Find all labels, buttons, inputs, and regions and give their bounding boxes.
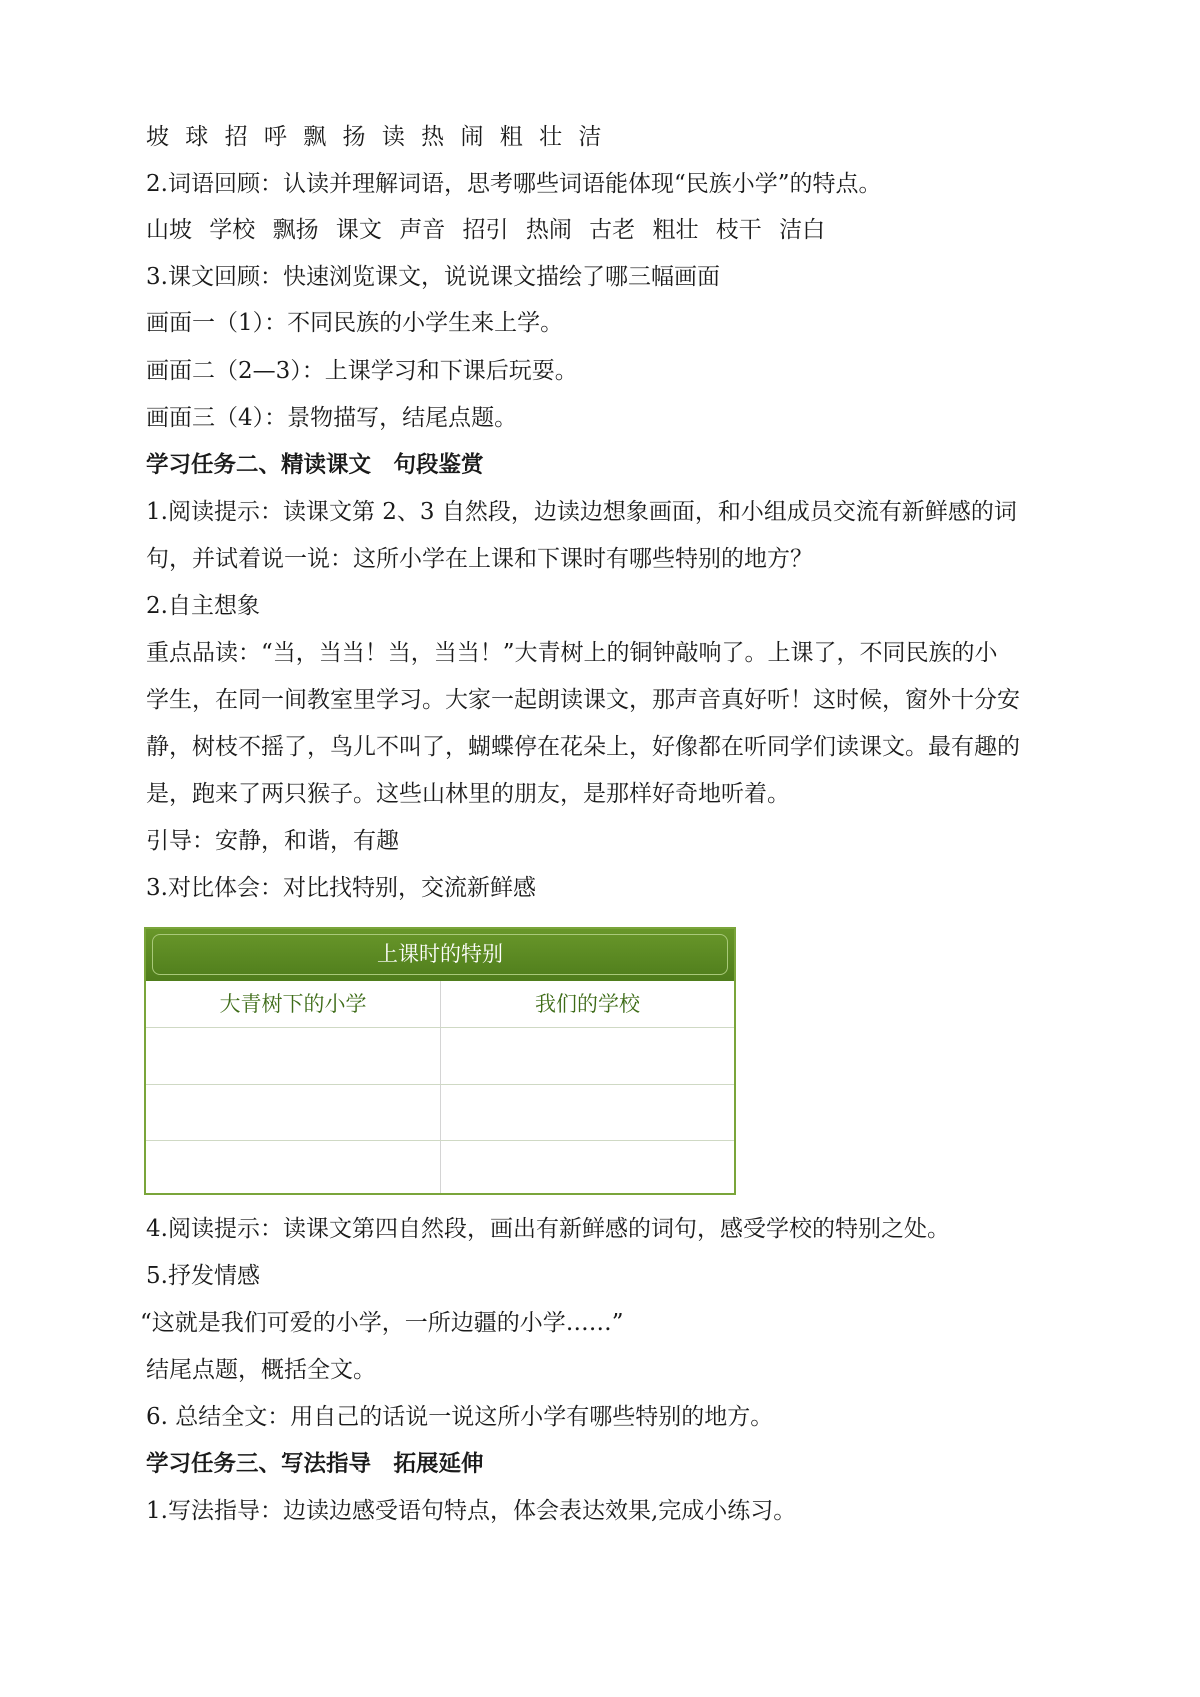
table-column-header-our-school: 我们的学校 xyxy=(535,992,640,1016)
reading-tip-line-1: 1.阅读提示：读课文第 2、3 自然段，边读边想象画面，和小组成员交流有新鲜感的词 xyxy=(146,499,1017,525)
table-cell-empty xyxy=(146,1028,440,1084)
vocab-characters-line: 坡 球 招 呼 飘 扬 读 热 闹 粗 壮 洁 xyxy=(146,124,602,150)
summarize-prompt: 6. 总结全文：用自己的话说一说这所小学有哪些特别的地方。 xyxy=(146,1404,774,1430)
table-cell-empty xyxy=(146,1085,440,1141)
self-imagine-heading: 2.自主想象 xyxy=(146,593,260,619)
text-review-prompt: 3.课文回顾：快速浏览课文，说说课文描绘了哪三幅画面 xyxy=(146,264,720,290)
scene-two-line: 画面二（2—3）：上课学习和下课后玩耍。 xyxy=(146,358,578,384)
table-title: 上课时的特别 xyxy=(152,934,728,975)
key-reading-line-2: 学生，在同一间教室里学习。大家一起朗读课文，那声音真好听！这时候，窗外十分安 xyxy=(146,687,1020,713)
table-column-header-tree-school: 大青树下的小学 xyxy=(219,992,367,1016)
closing-quote-line: “这就是我们可爱的小学，一所边疆的小学……” xyxy=(140,1310,624,1336)
task-two-heading: 学习任务二、精读课文 句段鉴赏 xyxy=(146,452,484,478)
reading-tip-line-2: 句，并试着说一说：这所小学在上课和下课时有哪些特别的地方？ xyxy=(146,546,813,572)
writing-guidance-line: 1.写法指导：边读边感受语句特点，体会表达效果,完成小练习。 xyxy=(146,1498,797,1524)
table-header-bar xyxy=(146,929,734,981)
key-reading-line-1: 重点品读：“当，当当！当，当当！”大青树上的铜钟敲响了。上课了，不同民族的小 xyxy=(146,640,998,666)
table-cell-empty xyxy=(441,1141,734,1197)
table-cell-empty xyxy=(441,1028,734,1084)
guidance-line: 引导：安静，和谐，有趣 xyxy=(146,828,399,854)
table-cell-empty xyxy=(441,1085,734,1141)
word-review-prompt: 2.词语回顾：认读并理解词语，思考哪些词语能体现“民族小学”的特点。 xyxy=(146,171,882,197)
scene-three-line: 画面三（4）：景物描写，结尾点题。 xyxy=(146,405,518,431)
task-three-heading: 学习任务三、写法指导 拓展延伸 xyxy=(146,1451,484,1477)
key-reading-line-3: 静，树枝不摇了，鸟儿不叫了，蝴蝶停在花朵上，好像都在听同学们读课文。最有趣的 xyxy=(146,734,1020,760)
table-cell-empty xyxy=(146,1141,440,1197)
reading-tip-paragraph-four: 4.阅读提示：读课文第四自然段，画出有新鲜感的词句，感受学校的特别之处。 xyxy=(146,1216,950,1242)
scene-one-line: 画面一（1）：不同民族的小学生来上学。 xyxy=(146,310,564,336)
key-reading-line-4: 是，跑来了两只猴子。这些山林里的朋友，是那样好奇地听着。 xyxy=(146,781,790,807)
compare-prompt: 3.对比体会：对比找特别，交流新鲜感 xyxy=(146,875,536,901)
express-feelings-heading: 5.抒发情感 xyxy=(146,1263,260,1289)
vocab-words-line: 山坡 学校 飘扬 课文 声音 招引 热闹 古老 粗壮 枝干 洁白 xyxy=(146,217,826,243)
comparison-table xyxy=(144,927,736,1195)
summary-note-line: 结尾点题，概括全文。 xyxy=(146,1357,376,1383)
